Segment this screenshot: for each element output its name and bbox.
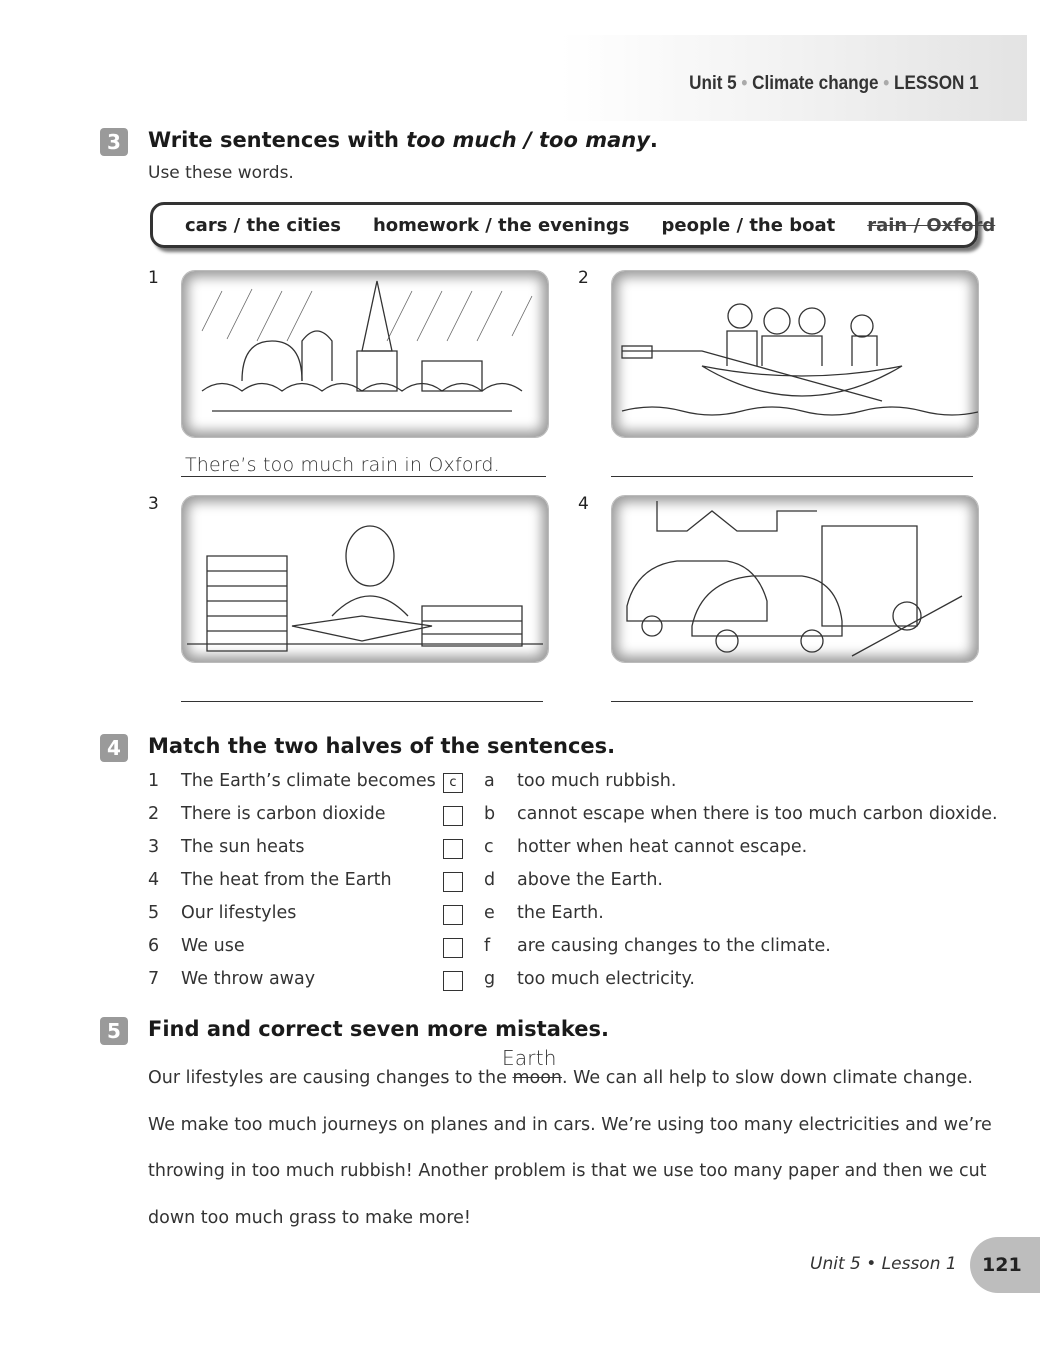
- text: Our lifestyles are causing changes to the: [148, 1068, 513, 1088]
- answer-box[interactable]: [443, 905, 463, 925]
- match-right-text: the Earth.: [517, 903, 604, 923]
- match-right-text: are causing changes to the climate.: [517, 936, 831, 956]
- word-item: homework / the evenings: [372, 214, 630, 236]
- oxford-rain-illustration: [181, 270, 549, 438]
- match-right-text: too much electricity.: [517, 969, 695, 989]
- match-right-text: too much rubbish.: [517, 771, 677, 791]
- word-item: cars / the cities: [185, 214, 341, 236]
- item-number: 4: [578, 494, 589, 514]
- answer-1[interactable]: There’s too much rain in Oxford.: [185, 454, 500, 476]
- match-left-text: The heat from the Earth: [181, 870, 392, 890]
- answer-box[interactable]: [443, 872, 463, 892]
- match-left-text: We throw away: [181, 969, 316, 989]
- match-left-text: The Earth’s climate becomes: [181, 771, 436, 791]
- match-number: 1: [148, 771, 160, 791]
- match-number: 4: [148, 870, 160, 890]
- match-left-text: Our lifestyles: [181, 903, 297, 923]
- running-header: [560, 35, 1027, 121]
- answer-line-1[interactable]: [181, 476, 546, 477]
- paragraph-line-4: down too much grass to make more!: [148, 1208, 471, 1228]
- exercise-4-title: Match the two halves of the sentences.: [148, 734, 616, 758]
- word-box: [150, 202, 996, 248]
- word-item-used: rain / Oxford: [867, 214, 996, 236]
- title-text: Write sentences with: [148, 128, 407, 152]
- match-number: 3: [148, 837, 160, 857]
- title-italic: too much / too many: [406, 128, 650, 152]
- match-left-text: We use: [181, 936, 245, 956]
- match-right-text: above the Earth.: [517, 870, 663, 890]
- match-number: 2: [148, 804, 160, 824]
- exercise-3-title: [148, 128, 658, 152]
- answer-line-4[interactable]: [611, 701, 973, 702]
- match-number: 5: [148, 903, 160, 923]
- match-letter: g: [484, 969, 496, 989]
- match-left-text: There is carbon dioxide: [181, 804, 386, 824]
- item-number: 3: [148, 494, 159, 514]
- paragraph-line-2: We make too much journeys on planes and in cars. We’re using too many electricities and we’re: [148, 1115, 992, 1135]
- exercise-3-badge: 3: [100, 128, 128, 156]
- traffic-jam-illustration: [611, 495, 979, 663]
- header-lesson: LESSON 1: [894, 73, 979, 94]
- item-number: 2: [578, 268, 589, 288]
- item-number: 1: [148, 268, 159, 288]
- answer-line-3[interactable]: [181, 701, 543, 702]
- title-suffix: .: [649, 128, 658, 152]
- match-letter: e: [484, 903, 495, 923]
- separator: •: [741, 73, 748, 94]
- match-left-text: The sun heats: [181, 837, 305, 857]
- header-text: [690, 73, 979, 95]
- struck-word: moon: [512, 1068, 563, 1088]
- answer-box[interactable]: [443, 971, 463, 991]
- match-letter: a: [484, 771, 495, 791]
- paragraph-line-3: throwing in too much rubbish! Another problem is that we use too many paper and then we cut: [148, 1161, 987, 1181]
- match-right-text: hotter when heat cannot escape.: [517, 837, 808, 857]
- answer-box[interactable]: [443, 938, 463, 958]
- footer-label: Unit 5 • Lesson 1: [810, 1254, 957, 1274]
- match-letter: d: [484, 870, 496, 890]
- answer-line-2[interactable]: [611, 476, 973, 477]
- answer-box[interactable]: [443, 839, 463, 859]
- exercise-3-instruction: Use these words.: [148, 163, 294, 183]
- crowded-boat-illustration: [611, 270, 979, 438]
- match-number: 7: [148, 969, 160, 989]
- separator: •: [883, 73, 890, 94]
- match-letter: c: [484, 837, 494, 857]
- header-topic: Climate change: [752, 73, 879, 94]
- exercise-5-badge: 5: [100, 1017, 128, 1045]
- exercise-5-title: Find and correct seven more mistakes.: [148, 1017, 609, 1041]
- text: . We can all help to slow down climate change.: [562, 1068, 973, 1088]
- correction-earth: Earth: [502, 1046, 557, 1070]
- match-number: 6: [148, 936, 160, 956]
- header-unit: Unit 5: [689, 73, 738, 94]
- answer-box[interactable]: [443, 806, 463, 826]
- homework-illustration: [181, 495, 549, 663]
- paragraph-line-1: [148, 1068, 973, 1088]
- exercise-4-badge: 4: [100, 734, 128, 762]
- answer-box[interactable]: c: [443, 773, 463, 793]
- match-right-text: cannot escape when there is too much carbon dioxide.: [517, 804, 998, 824]
- page-number: 121: [970, 1237, 1040, 1293]
- match-letter: f: [484, 936, 491, 956]
- word-item: people / the boat: [661, 214, 836, 236]
- match-letter: b: [484, 804, 496, 824]
